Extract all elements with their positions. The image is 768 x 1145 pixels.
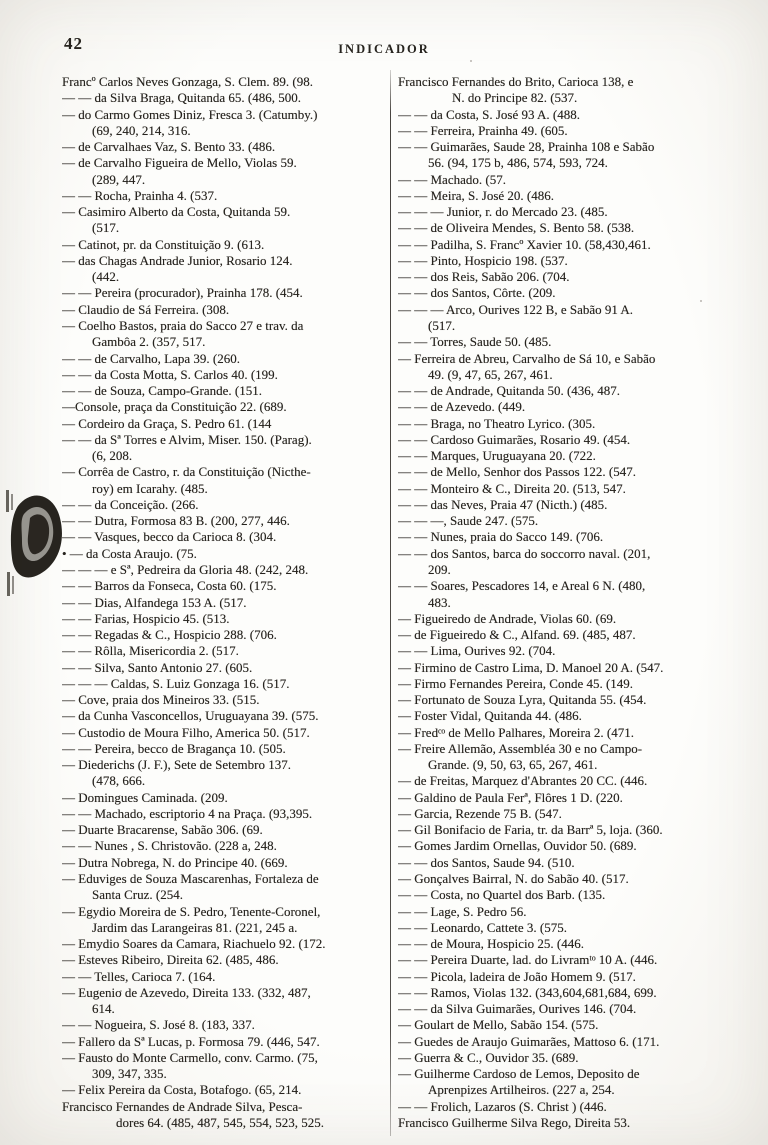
page-number: 42	[64, 34, 83, 53]
directory-line: — — dos Reis, Sabão 206. (704.	[398, 269, 570, 285]
directory-line: — — Dutra, Formosa 83 B. (200, 277, 446.	[62, 513, 290, 529]
directory-line: — — Rocha, Prainha 4. (537.	[62, 187, 218, 203]
column-divider-rule	[390, 70, 391, 1136]
directory-line: — — da Silva Guimarães, Ourives 146. (704.	[398, 1001, 637, 1017]
directory-line: Jardim das Larangeiras 81. (221, 245 a.	[92, 919, 298, 935]
directory-line: — Duarte Bracarense, Sabão 306. (69.	[62, 822, 263, 838]
directory-line: — — Pereira, becco de Bragança 10. (505.	[62, 740, 286, 756]
directory-line: — — — Arco, Ourives 122 B, e Sabão 91 A.	[398, 301, 634, 317]
ink-blot-stain	[4, 484, 70, 600]
directory-line: 49. (9, 47, 65, 267, 461.	[428, 366, 553, 382]
directory-line: N. do Principe 82. (537.	[452, 90, 578, 106]
directory-line: — Firmino de Castro Lima, D. Manoel 20 A. (547.	[398, 659, 664, 675]
directory-line: — Coelho Bastos, praia do Sacco 27 e trav. da	[62, 317, 304, 333]
directory-line: — Claudio de Sá Ferreira. (308.	[62, 301, 230, 317]
directory-line: — — Costa, no Quartel dos Barb. (135.	[398, 887, 606, 903]
directory-line: — Casimiro Alberto da Costa, Quitanda 59.	[62, 204, 291, 220]
directory-line: — — — Junior, r. do Mercado 23. (485.	[398, 204, 608, 220]
directory-line: — Foster Vidal, Quitanda 44. (486.	[398, 708, 582, 724]
scan-speck	[700, 300, 702, 302]
directory-line: — — dos Santos, Saude 94. (510.	[398, 854, 575, 870]
directory-line: — Eduviges de Souza Mascarenhas, Fortaleza de	[62, 871, 319, 887]
directory-line: — de Figueiredo & C., Alfand. 69. (485, 487.	[398, 627, 636, 643]
directory-line: — Felix Pereira da Costa, Botafogo. (65, 214.	[62, 1082, 302, 1098]
directory-line: — Firmo Fernandes Pereira, Conde 45. (149.	[398, 675, 634, 691]
directory-line: — Domingues Caminada. (209.	[62, 789, 228, 805]
directory-line: — — dos Santos, barca do soccorro naval. (201,	[398, 545, 651, 561]
directory-line: — de Carvalho Figueira de Mello, Violas 59.	[62, 155, 297, 171]
directory-line: — Cove, praia dos Mineiros 33. (515.	[62, 692, 260, 708]
directory-line: — Fortunato de Souza Lyra, Quitanda 55. (454.	[398, 692, 647, 708]
directory-line: Aprenpizes Artilheiros. (227 a, 254.	[428, 1082, 615, 1098]
directory-line: — — Silva, Santo Antonio 27. (605.	[62, 659, 253, 675]
directory-line: —Console, praça da Constituição 22. (689.	[62, 399, 287, 415]
directory-line: — Gil Bonifacio de Faria, tr. da Barrª 5, loja. (360.	[398, 822, 663, 838]
directory-line: — — dos Santos, Côrte. (209.	[398, 285, 556, 301]
directory-line: 483.	[428, 594, 451, 610]
directory-line: — Guedes de Araujo Guimarães, Mattoso 6. (171.	[398, 1033, 660, 1049]
directory-line: — — Cardoso Guimarães, Rosario 49. (454.	[398, 431, 631, 447]
directory-line: — Figueiredo de Andrade, Violas 60. (69.	[398, 610, 617, 626]
directory-line: — — da Sª Torres e Alvim, Miser. 150. (Parag).	[62, 431, 312, 447]
directory-line: — Eugenio de Azevedo, Direita 133. (332, 487,	[62, 984, 311, 1000]
directory-line: — — Barros da Fonseca, Costa 60. (175.	[62, 578, 277, 594]
directory-line: (442.	[92, 269, 120, 285]
directory-line: — — de Souza, Campo-Grande. (151.	[62, 383, 263, 399]
directory-line: Francisco Fernandes de Andrade Silva, Pesca-	[62, 1098, 303, 1114]
directory-line: — Galdino de Paula Ferª, Flôres 1 D. (220.	[398, 789, 623, 805]
directory-line: — — — Caldas, S. Luiz Gonzaga 16. (517.	[62, 675, 290, 691]
directory-line: roy) em Icarahy. (485.	[92, 480, 208, 496]
directory-line: — — de Azevedo. (449.	[398, 399, 526, 415]
directory-line: Santa Cruz. (254.	[92, 887, 183, 903]
directory-line: (69, 240, 214, 316.	[92, 122, 191, 138]
directory-line: — da Cunha Vasconcellos, Uruguayana 39. (575.	[62, 708, 319, 724]
directory-line: Francisco Fernandes do Brito, Carioca 138, e	[398, 74, 634, 89]
directory-line: — — Torres, Saude 50. (485.	[398, 334, 552, 350]
directory-line: — — Lima, Ourives 92. (704.	[398, 643, 556, 659]
directory-line: — — Pereira (procurador), Prainha 178. (454.	[62, 285, 303, 301]
directory-line: — Gonçalves Bairral, N. do Sabão 40. (517.	[398, 871, 629, 887]
directory-line: (517.	[428, 317, 456, 333]
directory-line: — — Guimarães, Saude 28, Prainha 108 e Sabão	[398, 139, 655, 155]
directory-line: — de Carvalhaes Vaz, S. Bento 33. (486.	[62, 139, 276, 155]
directory-line: — Goulart de Mello, Sabão 154. (575.	[398, 1017, 599, 1033]
directory-line: Francº Carlos Neves Gonzaga, S. Clem. 89. (98.	[62, 74, 313, 89]
right-column	[398, 74, 752, 1131]
directory-line: — — Nogueira, S. José 8. (183, 337.	[62, 1017, 255, 1033]
directory-line: — — Ferreira, Prainha 49. (605.	[398, 122, 568, 138]
scan-speck	[470, 60, 472, 62]
directory-line: — — da Conceição. (266.	[62, 496, 199, 512]
directory-line: — — Dias, Alfandega 153 A. (517.	[62, 594, 247, 610]
directory-line: — — das Neves, Praia 47 (Nicth.) (485.	[398, 496, 608, 512]
directory-line: (478, 666.	[92, 773, 146, 789]
directory-line: — — Leonardo, Cattete 3. (575.	[398, 919, 567, 935]
left-column	[62, 74, 390, 1131]
directory-line: — — Padilha, S. Francº Xavier 10. (58,430,461.	[398, 236, 651, 252]
directory-line: — — Marques, Uruguayana 20. (722.	[398, 448, 596, 464]
directory-line: — Fausto do Monte Carmello, conv. Carmo. (75,	[62, 1049, 318, 1065]
directory-line: — Catinot, pr. da Constituição 9. (613.	[62, 236, 265, 252]
directory-line: — — de Andrade, Quitanda 50. (436, 487.	[398, 383, 621, 399]
directory-line: 614.	[92, 1001, 115, 1017]
directory-line: — Corrêa de Castro, r. da Constituição (Nicthe-	[62, 464, 311, 480]
directory-line: — Esteves Ribeiro, Direita 62. (485, 486.	[62, 952, 279, 968]
directory-line: — — da Silva Braga, Quitanda 65. (486, 500.	[62, 90, 302, 106]
directory-line: — — Monteiro & C., Direita 20. (513, 547.	[398, 480, 626, 496]
directory-line: — — Regadas & C., Hospicio 288. (706.	[62, 627, 277, 643]
directory-line: — Egydio Moreira de S. Pedro, Tenente-Coronel,	[62, 903, 321, 919]
directory-line: — Freire Allemão, Assembléa 30 e no Campo-	[398, 740, 643, 756]
directory-line: — — Picola, ladeira de João Homem 9. (517.	[398, 968, 636, 984]
directory-line: — Fredᶜᵒ de Mello Palhares, Moreira 2. (471.	[398, 724, 634, 740]
directory-line: Grande. (9, 50, 63, 65, 267, 461.	[428, 757, 598, 773]
directory-line: 309, 347, 335.	[92, 1066, 167, 1082]
directory-line: — — Nunes , S. Christovão. (228 a, 248.	[62, 838, 277, 854]
directory-line: — — Telles, Carioca 7. (164.	[62, 968, 216, 984]
directory-line: — — Vasques, becco da Carioca 8. (304.	[62, 529, 277, 545]
directory-line: — Custodio de Moura Filho, America 50. (517.	[62, 724, 310, 740]
directory-line: — Garcia, Rezende 75 B. (547.	[398, 805, 562, 821]
directory-line: — de Freitas, Marquez d'Abrantes 20 CC. (446.	[398, 773, 648, 789]
directory-line: • — da Costa Araujo. (75.	[62, 545, 197, 561]
directory-line: — — Machado, escriptorio 4 na Praça. (93,395.	[62, 805, 313, 821]
directory-line: — — Frolich, Lazaros (S. Christ ) (446.	[398, 1098, 607, 1114]
directory-line: — — de Carvalho, Lapa 39. (260.	[62, 350, 240, 366]
directory-line: 209.	[428, 561, 451, 577]
directory-line: — — Lage, S. Pedro 56.	[398, 903, 527, 919]
directory-line: — — Machado. (57.	[398, 171, 506, 187]
directory-line: — — — e Sª, Pedreira da Gloria 48. (242, 248.	[62, 561, 309, 577]
directory-line: — — Pereira Duarte, lad. do Livramᵗᵒ 10 A. (446.	[398, 952, 658, 968]
directory-line: — do Carmo Gomes Diniz, Fresca 3. (Catumby.)	[62, 106, 318, 122]
directory-line: — — Farias, Hospicio 45. (513.	[62, 610, 230, 626]
directory-line: — — Nunes, praia do Sacco 149. (706.	[398, 529, 604, 545]
directory-line: 56. (94, 175 b, 486, 574, 593, 724.	[428, 155, 608, 171]
directory-line: (289, 447.	[92, 171, 146, 187]
directory-line: — — Meira, S. José 20. (486.	[398, 187, 554, 203]
directory-line: — Dutra Nobrega, N. do Principe 40. (669.	[62, 854, 288, 870]
directory-line: dores 64. (485, 487, 545, 554, 523, 525.	[116, 1115, 324, 1130]
directory-line: — — da Costa Motta, S. Carlos 40. (199.	[62, 366, 278, 382]
scan-speck	[120, 990, 122, 992]
directory-line: Francisco Guilherme Silva Rego, Direita 53.	[398, 1115, 631, 1130]
directory-line: — Cordeiro da Graça, S. Pedro 61. (144	[62, 415, 272, 431]
directory-line: — Ferreira de Abreu, Carvalho de Sá 10, e Sabão	[398, 350, 656, 366]
directory-line: — Gomes Jardim Ornellas, Ouvidor 50. (689.	[398, 838, 637, 854]
directory-line: — — da Costa, S. José 93 A. (488.	[398, 106, 580, 122]
directory-line: — — Braga, no Theatro Lyrico. (305.	[398, 415, 596, 431]
directory-line: (6, 208.	[92, 448, 133, 464]
directory-line: — — Pinto, Hospicio 198. (537.	[398, 252, 568, 268]
directory-line: — Guilherme Cardoso de Lemos, Deposito de	[398, 1066, 640, 1082]
page-title: INDICADOR	[338, 42, 430, 56]
directory-line: — — Rôlla, Misericordia 2. (517.	[62, 643, 239, 659]
directory-line: — — de Mello, Senhor dos Passos 122. (547.	[398, 464, 636, 480]
directory-line: — — de Moura, Hospicio 25. (446.	[398, 936, 584, 952]
directory-line: — Fallero da Sª Lucas, p. Formosa 79. (446, 547.	[62, 1033, 320, 1049]
directory-line: — Guerra & C., Ouvidor 35. (689.	[398, 1049, 579, 1065]
directory-line: — das Chagas Andrade Junior, Rosario 124.	[62, 252, 293, 268]
directory-line: (517.	[92, 220, 120, 236]
directory-line: — — Ramos, Violas 132. (343,604,681,684, 699.	[398, 984, 657, 1000]
directory-line: — — Soares, Pescadores 14, e Areal 6 N. (480,	[398, 578, 646, 594]
directory-line: — Diederichs (J. F.), Sete de Setembro 137.	[62, 757, 291, 773]
directory-line: — — de Oliveira Mendes, S. Bento 58. (538.	[398, 220, 635, 236]
directory-line: Gambôa 2. (357, 517.	[92, 334, 206, 350]
directory-line: — — —, Saude 247. (575.	[398, 513, 539, 529]
directory-line: — Emydio Soares da Camara, Riachuelo 92. (172.	[62, 936, 326, 952]
